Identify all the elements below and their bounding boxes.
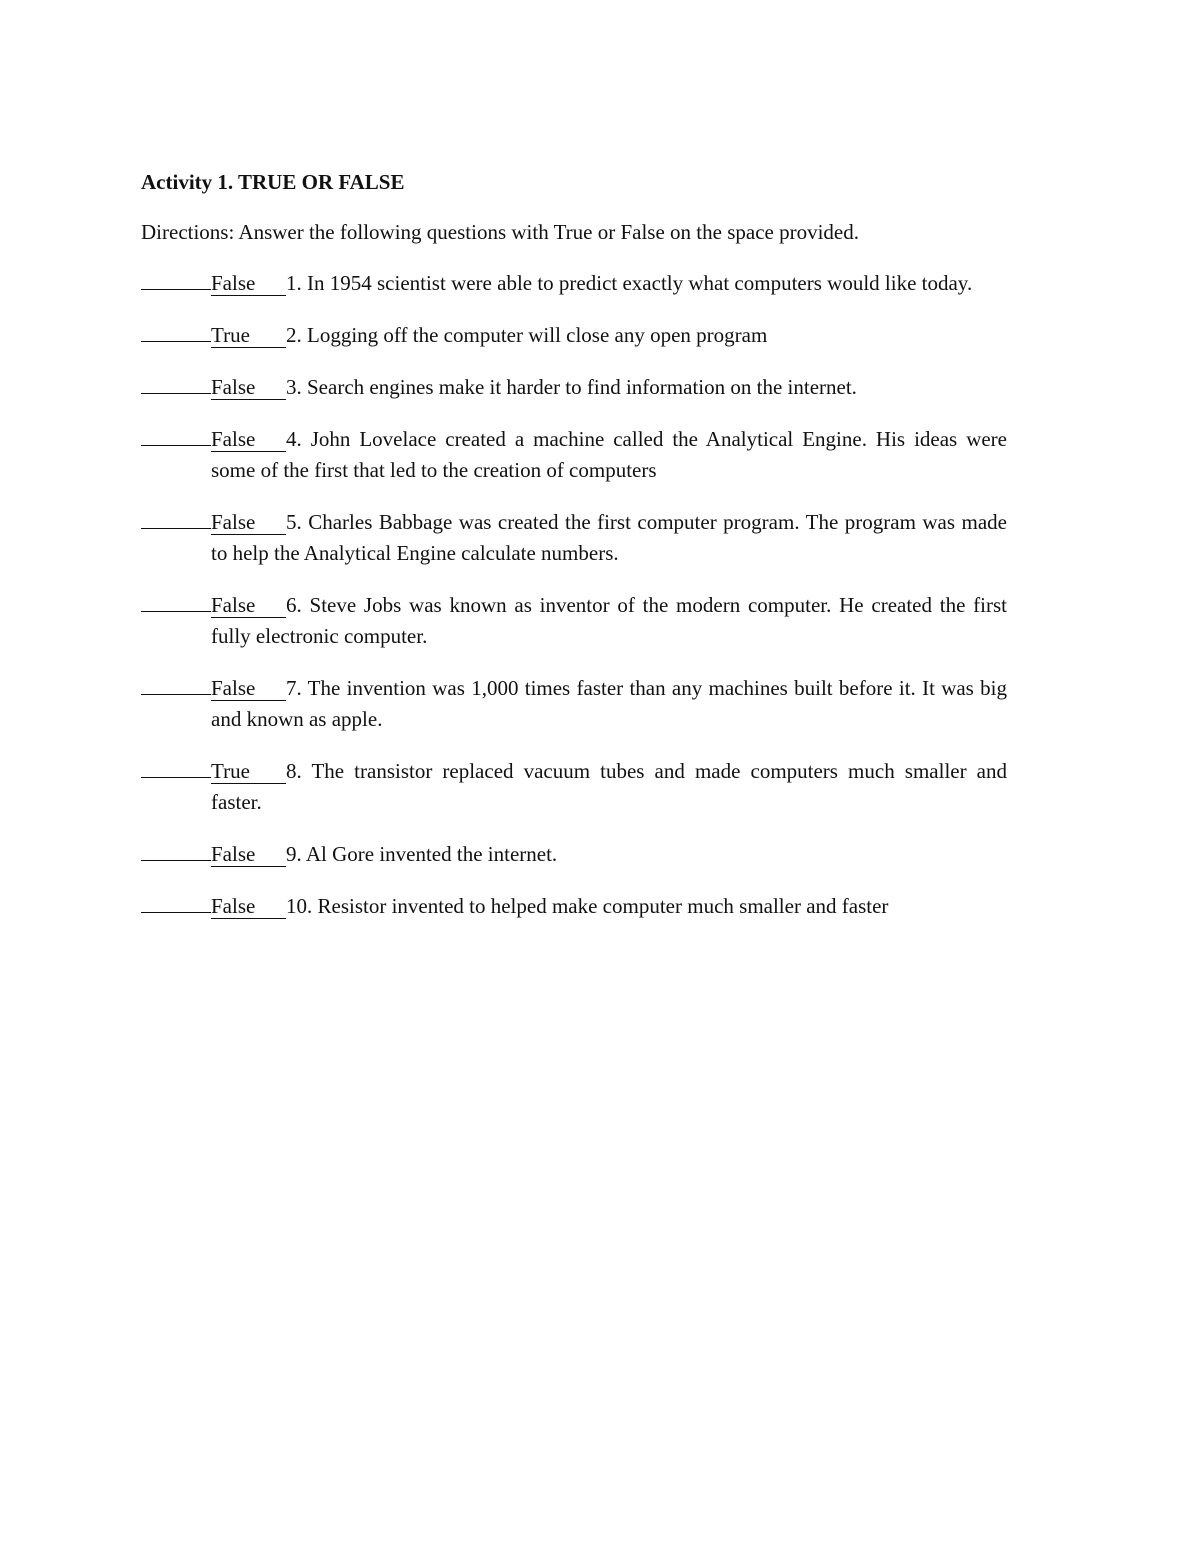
answer-value: True <box>211 324 286 348</box>
question-item-7 <box>141 671 1007 735</box>
answer-blank-lead <box>141 370 211 394</box>
question-item-1 <box>141 266 1007 299</box>
answer-blank-lead <box>141 318 211 342</box>
question-text: 1. In 1954 scientist were able to predict exactly what computers would like today. <box>286 271 973 295</box>
answer-blank-lead <box>141 588 211 612</box>
question-text: 6. Steve Jobs was known as inventor of the modern computer. He created the first fully electronic computer. <box>211 593 1007 648</box>
question-text: 3. Search engines make it harder to find information on the internet. <box>286 375 857 399</box>
answer-value: False <box>211 594 286 618</box>
answer-value: False <box>211 428 286 452</box>
answer-blank-lead <box>141 505 211 529</box>
answer-blank-lead <box>141 422 211 446</box>
question-text: 2. Logging off the computer will close any open program <box>286 323 768 347</box>
question-item-9 <box>141 837 1007 870</box>
answer-value: False <box>211 895 286 919</box>
answer-value: False <box>211 843 286 867</box>
answer-blank-lead <box>141 754 211 778</box>
answer-value: True <box>211 760 286 784</box>
activity-heading: Activity 1. TRUE OR FALSE <box>141 170 405 194</box>
answer-blank-lead <box>141 266 211 290</box>
answer-value: False <box>211 376 286 400</box>
question-item-4 <box>141 422 1007 486</box>
question-text: 5. Charles Babbage was created the first computer program. The program was made to help the Analytical Engine calculate numbers. <box>211 510 1007 565</box>
question-text: 10. Resistor invented to helped make computer much smaller and faster <box>286 894 889 918</box>
answer-value: False <box>211 272 286 296</box>
question-text: 9. Al Gore invented the internet. <box>286 842 558 866</box>
directions-text: Directions: Answer the following questions with True or False on the space provided. <box>141 220 859 244</box>
question-item-8 <box>141 754 1007 818</box>
question-text: 4. John Lovelace created a machine called the Analytical Engine. His ideas were some of the first that led to the creation of computers <box>211 427 1007 482</box>
answer-value: False <box>211 511 286 535</box>
question-text: 8. The transistor replaced vacuum tubes and made computers much smaller and faster. <box>211 759 1007 814</box>
question-item-5 <box>141 505 1007 569</box>
answer-blank-lead <box>141 889 211 913</box>
answer-blank-lead <box>141 671 211 695</box>
question-item-3 <box>141 370 1007 403</box>
answer-value: False <box>211 677 286 701</box>
question-item-2 <box>141 318 1007 351</box>
question-item-10 <box>141 889 1007 922</box>
question-item-6 <box>141 588 1007 652</box>
question-text: 7. The invention was 1,000 times faster than any machines built before it. It was big and known as apple. <box>211 676 1007 731</box>
answer-blank-lead <box>141 837 211 861</box>
worksheet <box>141 166 1007 941</box>
